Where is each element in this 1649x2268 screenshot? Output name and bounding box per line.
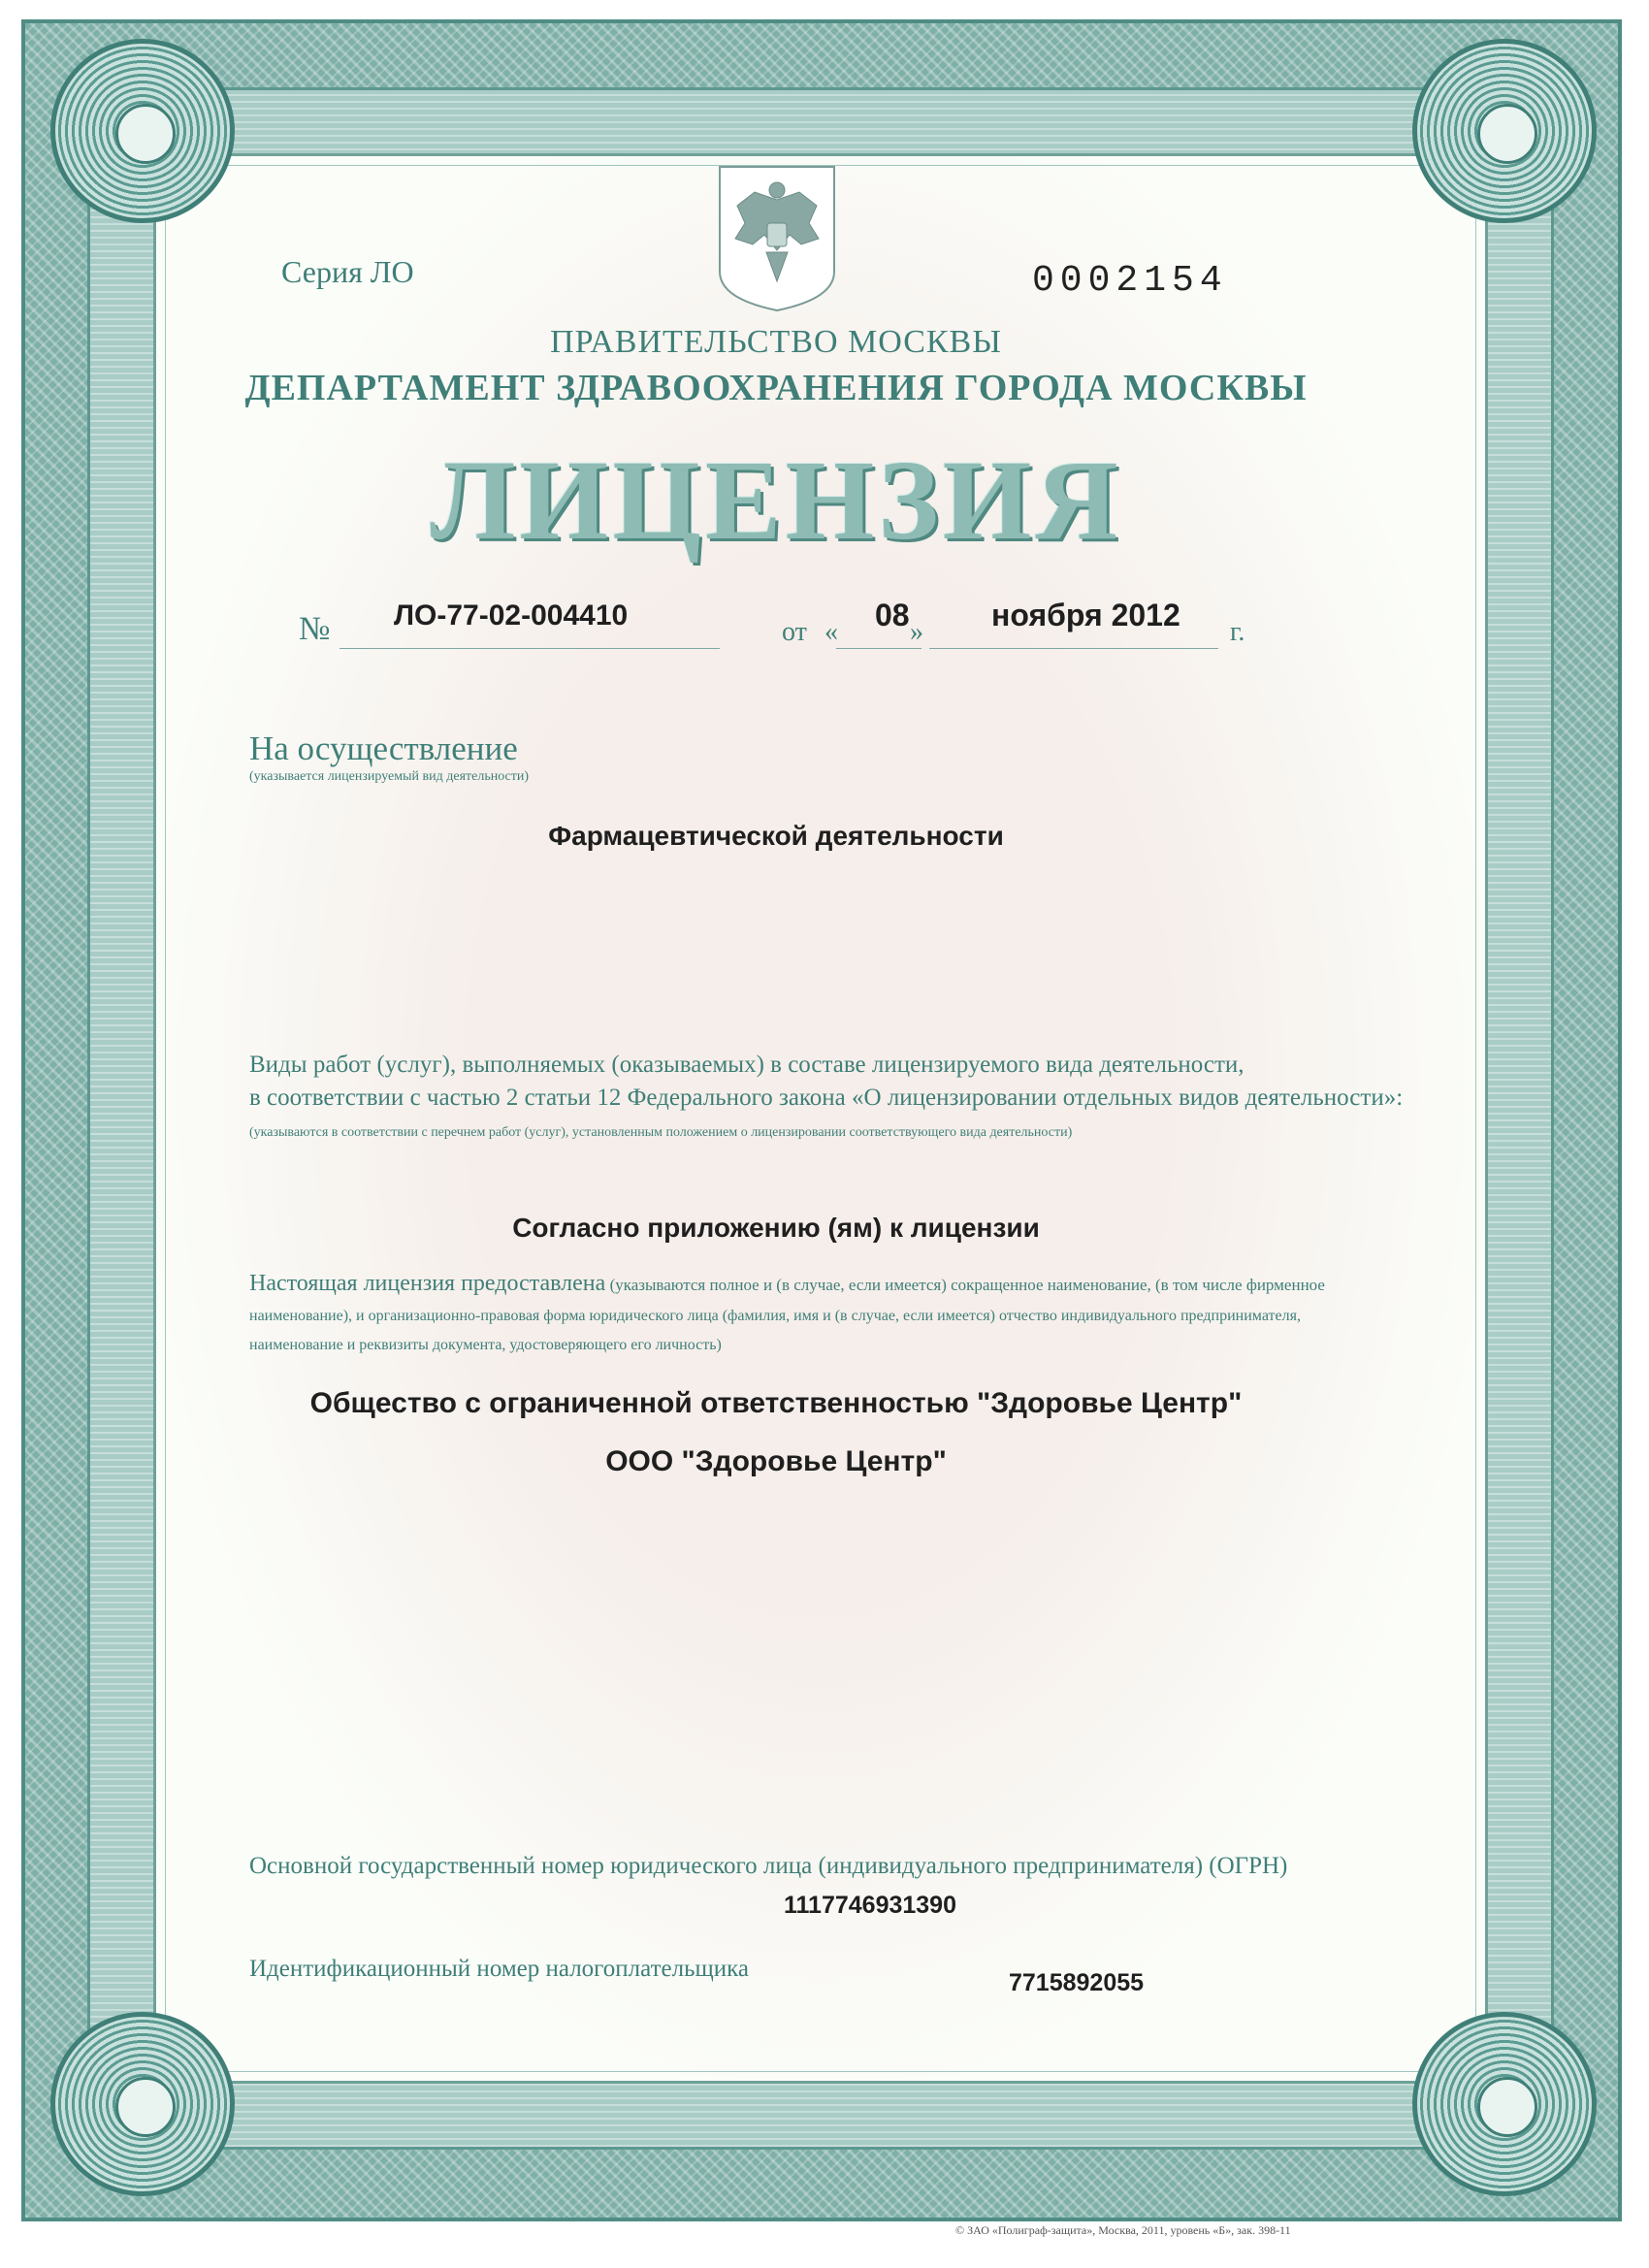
organization-full-name: Общество с ограниченной ответственностью "Здоровье Центр" [309,1387,1243,1419]
activity-label: На осуществление [249,729,518,767]
corner-rosette-top-right [1412,39,1597,223]
corner-rosette-bottom-right [1412,2012,1597,2196]
activity-value: Фармацевтической деятельности [548,821,1004,851]
document-title: ЛИЦЕНЗИЯ [430,437,1122,564]
license-day: 08 [875,598,910,632]
government-name: ПРАВИТЕЛЬСТВО МОСКВЫ [550,324,1002,360]
number-sign: № [299,611,331,647]
granted-lead: Настоящая лицензия предоставлена [249,1271,606,1296]
year-suffix: г. [1230,617,1245,647]
granted-hint-2: наименование), и организационно-правовая форма юридического лица (фамилия, имя и (в случае, если имеется) отчество индивидуального предпринимателя, [249,1308,1301,1324]
day-underline [836,648,922,649]
organization-short-name: ООО "Здоровье Центр" [605,1445,947,1477]
date-prefix: от [782,617,807,647]
activity-hint: (указывается лицензируемый вид деятельности) [249,769,530,784]
number-underline [340,648,720,649]
inn-value: 7715892055 [1009,1969,1145,1996]
department-name: ДЕПАРТАМЕНТ ЗДРАВООХРАНЕНИЯ ГОРОДА МОСКВЫ [244,368,1308,408]
printer-imprint: © ЗАО «Полиграф-защита», Москва, 2011, уровень «Б», зак. 398-11 [955,2223,1291,2237]
works-value: Согласно приложению (ям) к лицензии [512,1213,1040,1243]
ogrn-value: 1117746931390 [784,1892,956,1919]
works-hint: (указываются в соответствии с перечнем работ (услуг), установленным положением о лицензировании соответствующего вида деятельности) [249,1125,1073,1140]
ogrn-label: Основной государственный номер юридического лица (индивидуального предпринимателя) (ОГРН) [249,1853,1288,1879]
granted-hint-1: (указываются полное и (в случае, если имеется) сокращенное наименование, (в том числе фирменное [609,1276,1325,1294]
works-label-line-2: в соответствии с частью 2 статьи 12 Федерального закона «О лицензировании отдельных видов деятельности»: [249,1085,1404,1111]
corner-rosette-top-left [50,39,235,223]
series-label: Серия ЛО [281,254,414,289]
serial-number: 0002154 [1032,260,1228,302]
corner-rosette-bottom-left [50,2012,235,2196]
quote-close: » [910,617,923,647]
month-underline [929,648,1218,649]
quote-open: « [824,617,838,647]
granted-hint-3: наименование и реквизиты документа, удостоверяющего его личность) [249,1337,722,1353]
license-month-year: ноября 2012 [991,598,1180,632]
granted-label-line-1 [249,1271,1325,1297]
works-label-line-1: Виды работ (услуг), выполняемых (оказываемых) в составе лицензируемого вида деятельности, [249,1052,1245,1078]
coat-of-arms-icon [716,163,838,314]
license-number: ЛО-77-02-004410 [394,599,629,632]
inn-label: Идентификационный номер налогоплательщика [249,1956,750,1982]
